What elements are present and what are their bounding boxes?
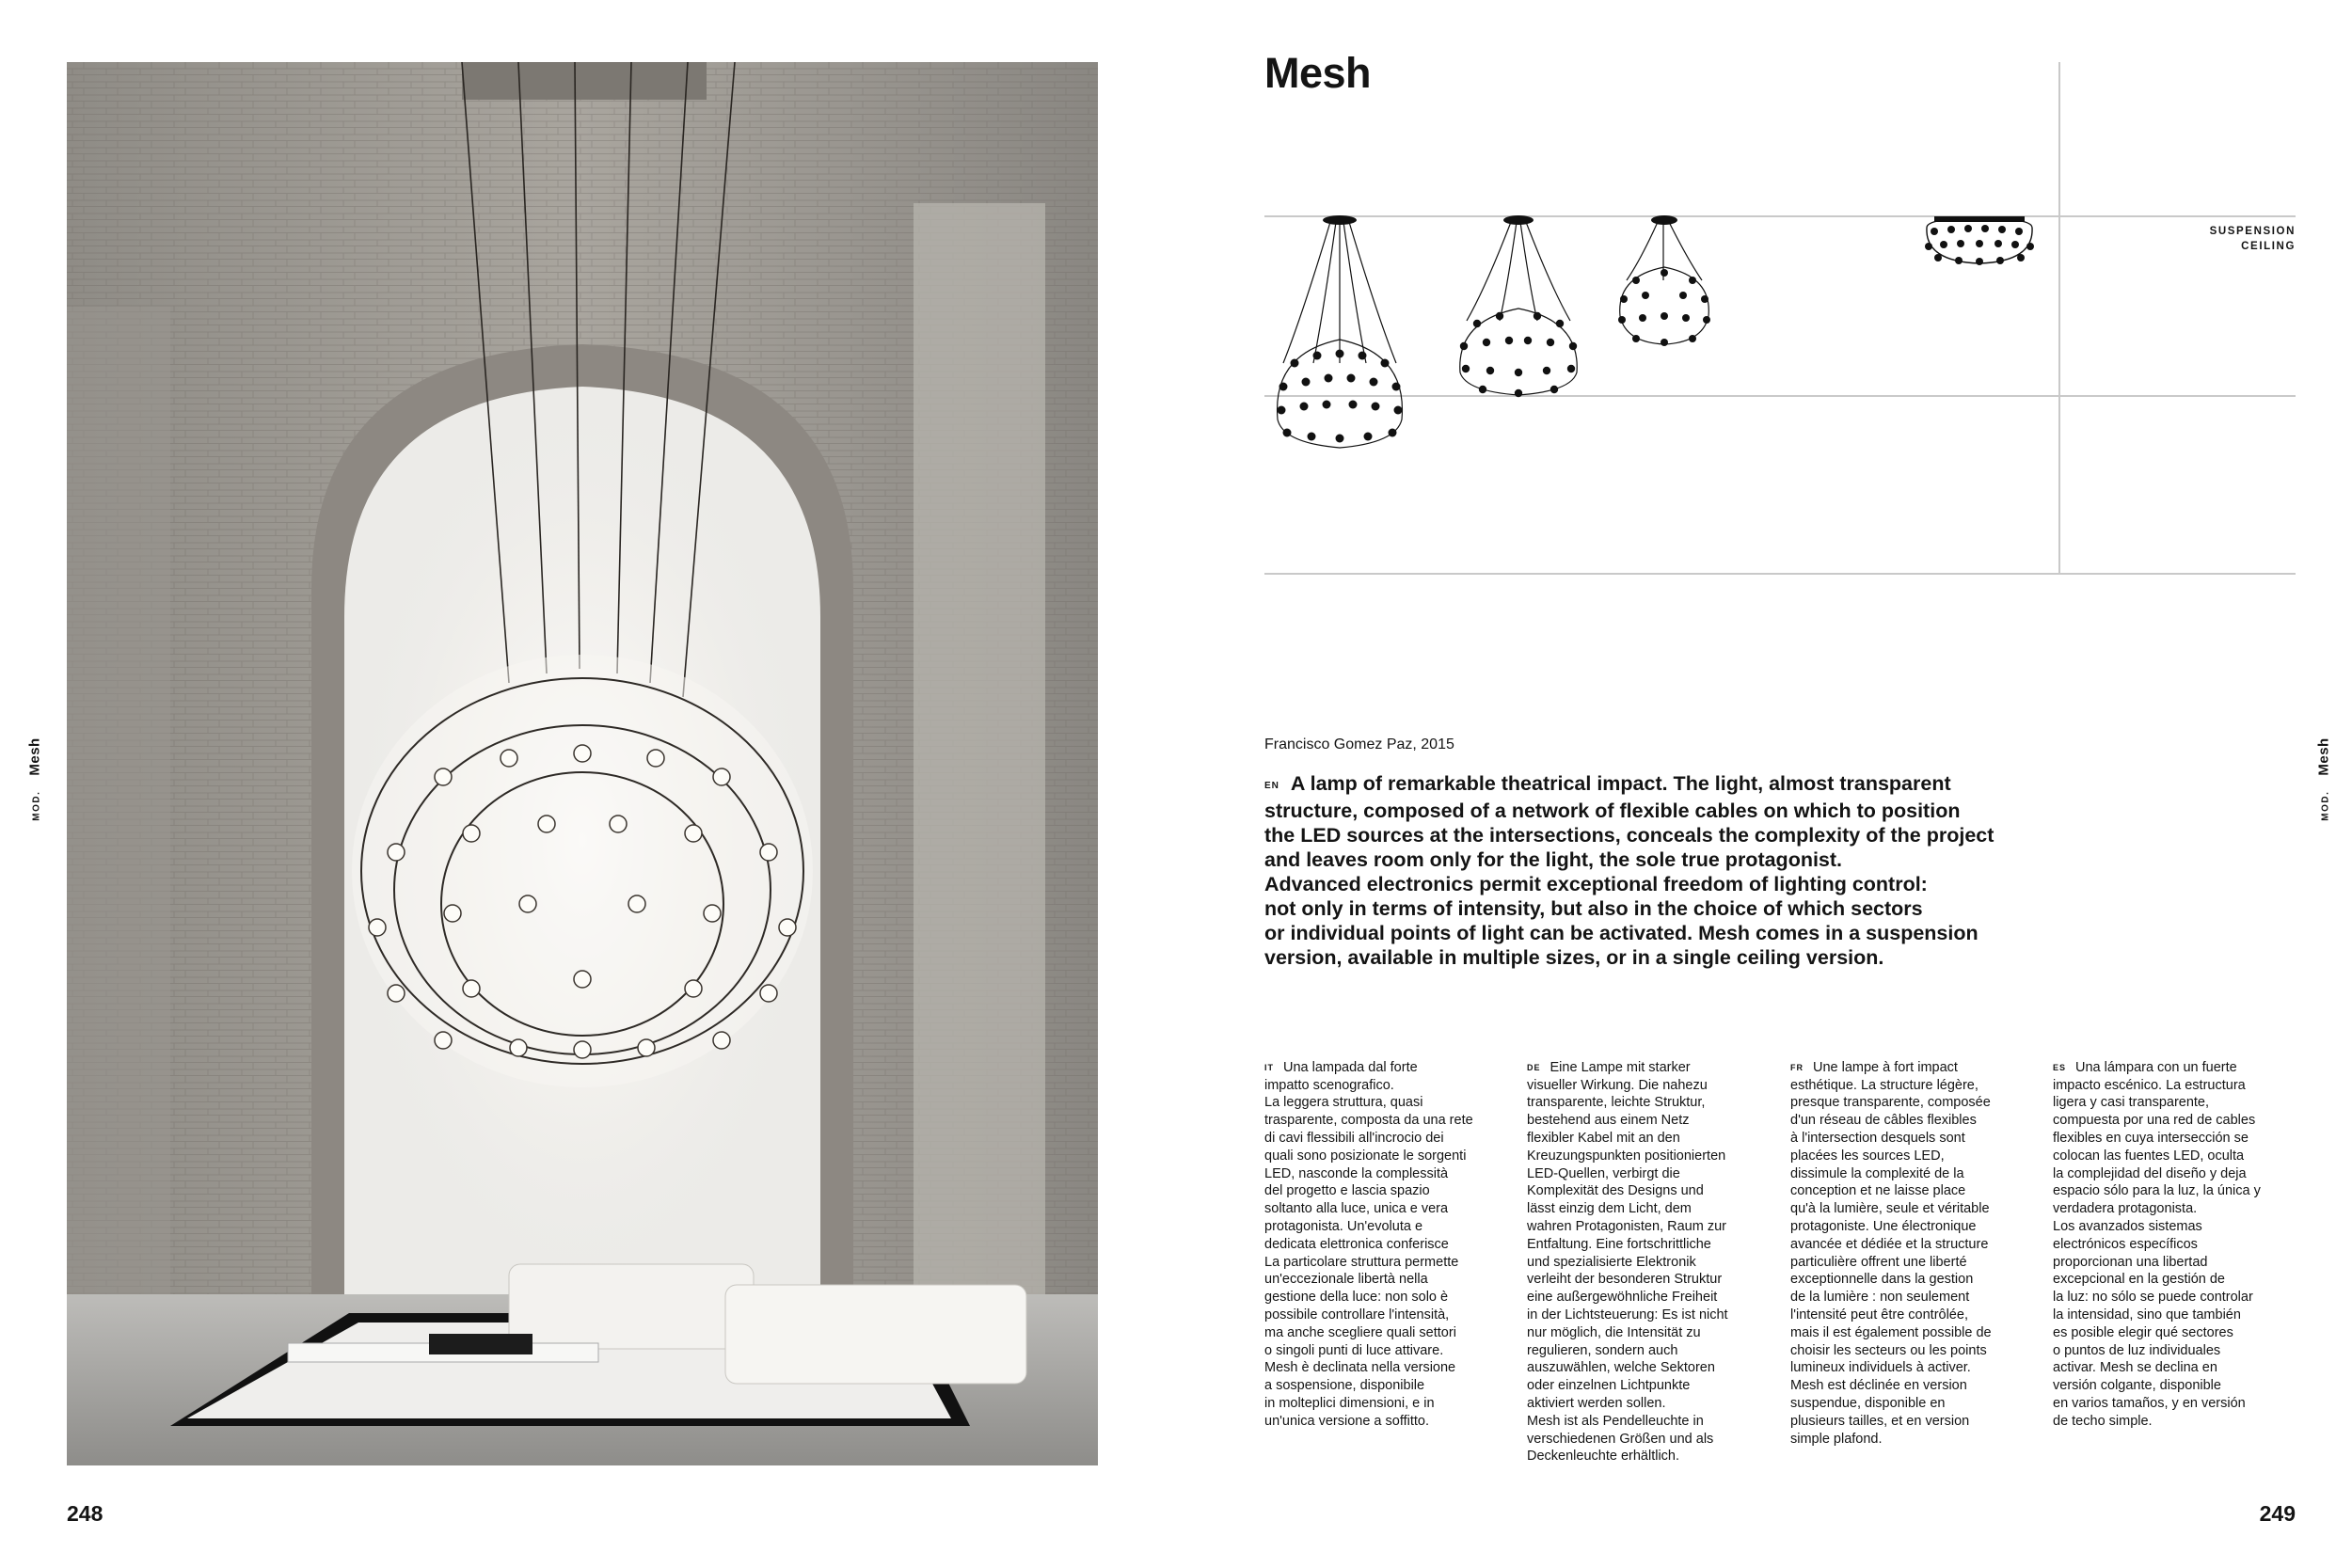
english-text: A lamp of remarkable theatrical impact. The light, almost transparent structure, composed of a network of flexible cables on which to position the LED sources at the intersections, conceals the complexity of the project and leaves room only for the light, the sole true protagonist. Advanced electronics permit exceptional freedom of lighting control: not only in terms of intensity, but also in the choice of which sectors or individual points of light can be activated. Mesh comes in a suspension version, available in multiple sizes, or in a single ceiling version. bbox=[1264, 772, 1994, 969]
product-photo bbox=[67, 62, 1098, 1465]
page-number-left: 248 bbox=[67, 1501, 103, 1526]
side-label-name-right: Mesh bbox=[2315, 737, 2332, 776]
lang-code-fr: FR bbox=[1790, 1062, 1804, 1072]
category-ceiling: CEILING bbox=[2241, 241, 2296, 252]
side-label-prefix-right: MOD. bbox=[2320, 790, 2331, 821]
description-es bbox=[2053, 1041, 2303, 1431]
lang-code-es: ES bbox=[2053, 1062, 2067, 1072]
ceiling-version-icon bbox=[1925, 216, 2034, 265]
description-it bbox=[1264, 1041, 1515, 1431]
suspension-small-icon bbox=[1618, 215, 1710, 346]
designer-credit: Francisco Gomez Paz, 2015 bbox=[1264, 736, 1454, 752]
page-title: Mesh bbox=[1264, 49, 1372, 97]
side-label-name: Mesh bbox=[26, 737, 43, 776]
category-labels bbox=[2070, 224, 2296, 254]
side-label-prefix: MOD. bbox=[31, 790, 42, 821]
lang-code-en: EN bbox=[1264, 781, 1279, 791]
description-de bbox=[1527, 1041, 1777, 1465]
right-side-label bbox=[2316, 733, 2332, 827]
text-es: Una lámpara con un fuerte impacto escénico. La estructura ligera y casi transparente, compuesta por una red de cables flexibles en cuya intersección se colocan las fuentes LED, oculta la complejidad del diseño y deja espacio sólo para la luz, la única y verdadera protagonista. Los avanzados sistemas electrónicos específicos proporcionan una libertad excepcional en la gestión de la luz: no sólo se puede controlar la intensidad, sino que también es posible elegir qué sectores o puntos de luz individuales activar. Mesh se declina en versión colgante, disponible en varios tamaños, y en versión de techo simple. bbox=[2053, 1059, 2261, 1429]
page-number-right: 249 bbox=[2259, 1501, 2296, 1526]
lang-code-de: DE bbox=[1527, 1062, 1541, 1072]
product-variants-diagram bbox=[1264, 62, 2296, 581]
lang-code-it: IT bbox=[1264, 1062, 1274, 1072]
category-suspension: SUSPENSION bbox=[2209, 226, 2296, 237]
text-fr: Une lampe à fort impact esthétique. La structure légère, presque transparente, composée d'un réseau de câbles flexibles à l'intersection desquels sont placées les sources LED, dissimule la complexité de la conception et ne laisse place qu'à la lumière, seule et véritable protagoniste. Une électronique avancée et dédiée et la structure particulière offrent une liberté exceptionnelle dans la gestion de la lumière : non seulement l'intensité peut être contrôlée, mais il est également possible de choisir les secteurs ou les points lumineux individuels à activer. Mesh est déclinée en version suspendue, disponible en plusieurs tailles, et en version simple plafond. bbox=[1790, 1059, 1992, 1447]
english-description bbox=[1264, 771, 2036, 970]
text-de: Eine Lampe mit starker visueller Wirkung. Die nahezu transparente, leichte Struktur, bestehend aus einem Netz flexibler Kabel mit an den Kreuzungspunkten positionierten LED-Quellen, verbirgt die Komplexität des Designs und lässt einzig dem Licht, dem wahren Protagonisten, Raum zur Entfaltung. Eine fortschrittliche und spezialisierte Elektronik verleiht der besonderen Struktur eine außergewöhnliche Freiheit in der Lichtsteuerung: Es ist nicht nur möglich, die Intensität zu regulieren, sondern auch auszuwählen, welche Sektoren oder einzelnen Lichtpunkte aktiviert werden sollen. Mesh ist als Pendelleuchte in verschiedenen Größen und als Deckenleuchte erhältlich. bbox=[1527, 1059, 1728, 1465]
description-fr bbox=[1790, 1041, 2041, 1448]
left-side-label bbox=[27, 733, 43, 827]
suspension-medium-icon bbox=[1460, 215, 1577, 397]
suspension-large-icon bbox=[1278, 215, 1403, 448]
text-it: Una lampada dal forte impatto scenografico. La leggera struttura, quasi trasparente, composta da una rete di cavi flessibili all'incrocio dei quali sono posizionate le sorgenti LED, nasconde la complessità del progetto e lascia spazio soltanto alla luce, unica e vera protagonista. Un'evoluta e dedicata elettronica conferisce La particolare struttura permette un'eccezionale libertà nella gestione della luce: non solo è possibile controllare l'intensità, ma anche scegliere quali settori o singoli punti di luce attivare. Mesh è declinata nella versione a sospensione, disponibile in molteplici dimensioni, e in un'unica versione a soffitto. bbox=[1264, 1059, 1473, 1429]
